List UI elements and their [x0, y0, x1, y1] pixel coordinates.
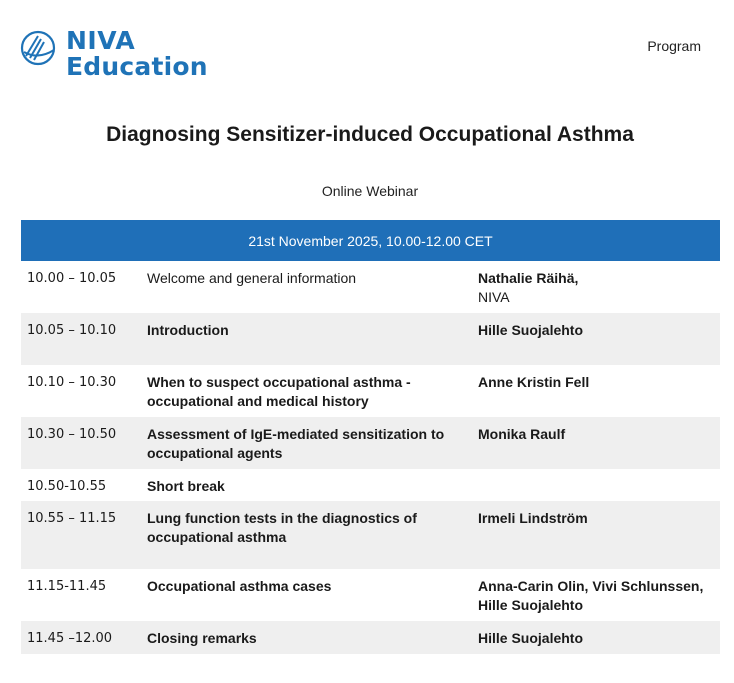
- agenda-topic: Short break: [147, 478, 225, 494]
- agenda-time: 11.45 –12.00: [27, 631, 113, 646]
- agenda-speaker: Monika Raulf: [478, 426, 566, 442]
- agenda-speaker-line2: Hille Suojalehto: [478, 597, 584, 613]
- agenda-speaker-affiliation: NIVA: [478, 289, 510, 305]
- agenda-time: 10.55 – 11.15: [27, 511, 117, 526]
- agenda-row: [21, 261, 720, 313]
- agenda-table: [21, 261, 720, 654]
- agenda-time: 10.50-10.55: [27, 479, 107, 494]
- agenda-row: [21, 313, 720, 365]
- agenda-time: 10.10 – 10.30: [27, 375, 117, 390]
- niva-logo: [20, 28, 208, 81]
- agenda-row: [21, 469, 720, 501]
- page-subtitle: Online Webinar: [321, 183, 419, 199]
- agenda-topic: Occupational asthma cases: [147, 578, 332, 594]
- agenda-speaker: Hille Suojalehto: [478, 322, 584, 338]
- date-banner: 21st November 2025, 10.00-12.00 CET: [21, 220, 720, 261]
- agenda-row: [21, 621, 720, 654]
- logo-text-line2: Education: [66, 52, 208, 82]
- agenda-topic-line2: occupational asthma: [147, 529, 287, 545]
- agenda-topic-line2: occupational and medical history: [147, 393, 369, 409]
- agenda-speaker: [472, 469, 720, 501]
- agenda-row: [21, 365, 720, 417]
- agenda-topic: [139, 417, 472, 469]
- agenda-topic-line1: Assessment of IgE-mediated sensitization to: [147, 426, 445, 442]
- agenda-topic: [139, 365, 472, 417]
- agenda-speaker: Hille Suojalehto: [478, 630, 584, 646]
- agenda-topic: Introduction: [147, 322, 229, 338]
- agenda-topic: [139, 501, 472, 569]
- agenda-time: 10.05 – 10.10: [27, 323, 117, 338]
- agenda-speaker: Irmeli Lindström: [478, 510, 588, 526]
- agenda-topic: Closing remarks: [147, 630, 257, 646]
- agenda-time: 10.00 – 10.05: [27, 271, 117, 286]
- agenda-speaker: [472, 569, 720, 621]
- agenda-speaker-line1: Anna-Carin Olin, Vivi Schlunssen,: [478, 578, 704, 594]
- agenda-speaker: Anne Kristin Fell: [478, 374, 590, 390]
- agenda-speaker: [472, 261, 720, 313]
- logo-text-line1: NIVA: [66, 26, 136, 55]
- agenda-topic: Welcome and general information: [147, 270, 357, 286]
- agenda-topic-line1: Lung function tests in the diagnostics of: [147, 510, 417, 526]
- agenda-speaker-name: Nathalie Räihä,: [478, 270, 579, 286]
- agenda-time: 10.30 – 10.50: [27, 427, 117, 442]
- agenda-topic-line1: When to suspect occupational asthma -: [147, 374, 411, 390]
- agenda-topic-line2: occupational agents: [147, 445, 283, 461]
- agenda-time: 11.15-11.45: [27, 579, 107, 594]
- agenda-row: [21, 501, 720, 569]
- agenda-row: [21, 569, 720, 621]
- page-title: Diagnosing Sensitizer-induced Occupational Asthma: [106, 123, 634, 146]
- program-label: Program: [647, 38, 701, 54]
- agenda-row: [21, 417, 720, 469]
- niva-logo-icon: [20, 30, 56, 66]
